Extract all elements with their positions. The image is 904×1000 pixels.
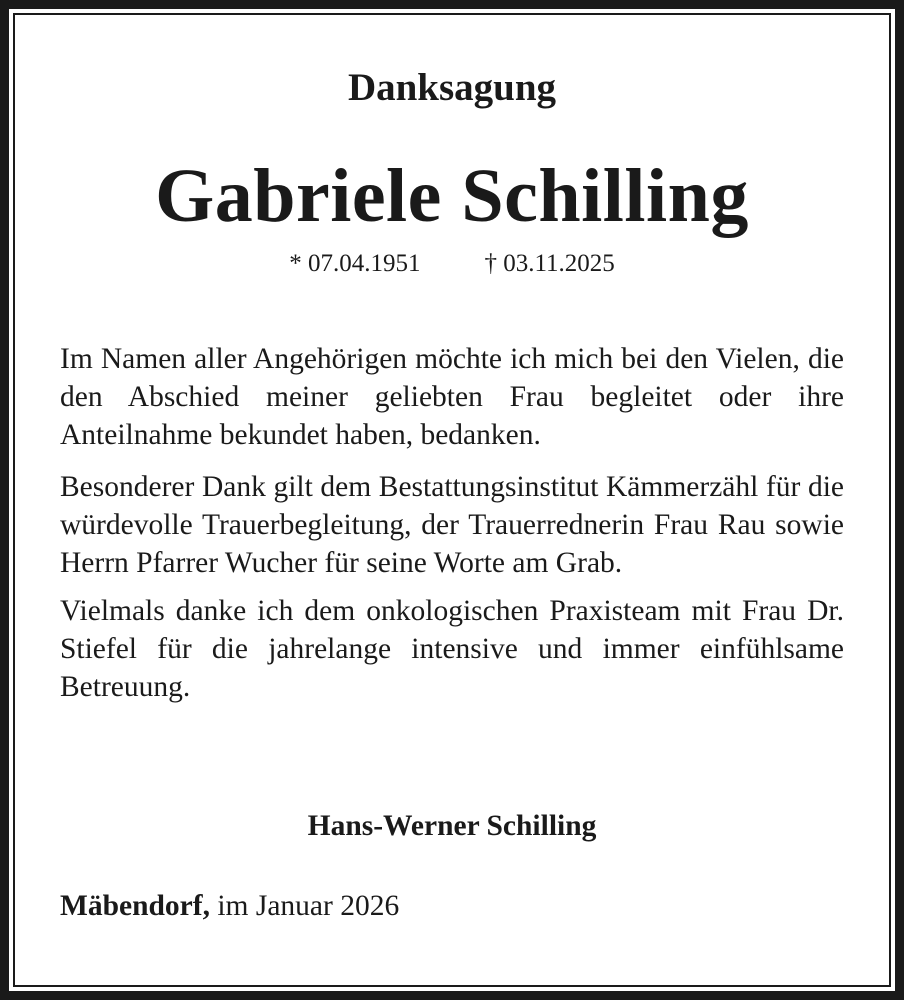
thanks-paragraph-1: Im Namen aller Angehörigen möchte ich mich bei den Vielen, die den Abschied meiner geliebten Frau begleitet oder ihre Anteilnahme bekundet haben, bedanken. (60, 343, 844, 451)
deceased-name: Gabriele Schilling (155, 154, 749, 238)
life-dates (0, 248, 904, 280)
notice-heading: Danksagung (347, 66, 557, 109)
thanks-paragraph-2: Besonderer Dank gilt dem Bestattungsinstitut Kämmerzähl für die würdevolle Trauerbegleitung, der Trauerrednerin Frau Rau sowie Herrn Pfarrer Wucher für seine Worte am Grab. (60, 471, 844, 579)
death-date: † 03.11.2025 (484, 250, 615, 277)
birth-date: * 07.04.1951 (289, 250, 421, 277)
signature-name: Hans-Werner Schilling (307, 810, 597, 842)
place-name: Mäbendorf, (60, 890, 210, 922)
thanks-paragraph-3: Vielmals danke ich dem onkologischen Praxisteam mit Frau Dr. Stiefel für die jahrelange intensive und immer einfühlsame Betreuung. (60, 595, 844, 703)
date-text: im Januar 2026 (217, 890, 400, 922)
place-date-line (60, 886, 399, 926)
